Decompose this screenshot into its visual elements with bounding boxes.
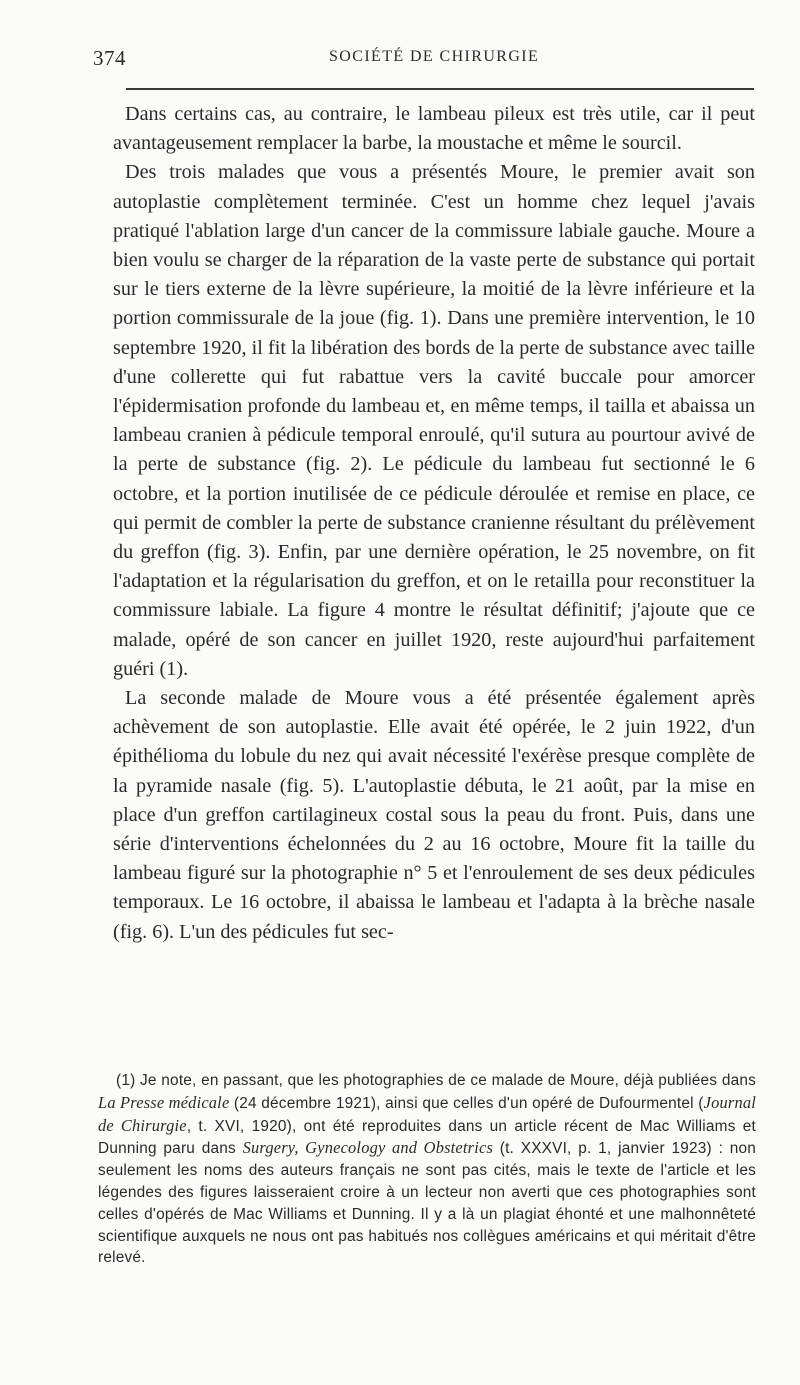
footnote-text-3: , t. XVI, 1920), ont été reproduites dans un article récent de Mac Williams et Dunning paru dans: [98, 1117, 756, 1158]
paragraph-3: La seconde malade de Moure vous a été présentée également après achèvement de son autoplastie. Elle avait été opérée, le 2 juin 1922, d'un épithélioma du lobule du nez qui avait nécessité l'exérèse presque complète de la pyramide nasale (fig. 5). L'autoplastie débuta, le 21 août, par la mise en place d'un greffon cartilagineux costal sous la peau du front. Puis, dans une série d'interventions échelonnées du 2 au 16 octobre, Moure fit la taille du lambeau figuré sur la photographie n° 5 et l'enroulement de ses deux pédicules temporaux. Le 16 octobre, il abaissa le lambeau et l'adapta à la brèche nasale (fig. 6). L'un des pédicules fut sec-: [113, 687, 755, 943]
page-number: 374: [93, 46, 126, 70]
paragraph-1: Dans certains cas, au contraire, le lambeau pileux est très utile, car il peut avantageusement remplacer la barbe, la moustache et même le sourcil.: [113, 103, 755, 155]
footnote-1: [98, 1070, 756, 1269]
footnotes: [98, 1070, 756, 1269]
footnote-journal-title-2: Journal de Chirurgie: [98, 1092, 756, 1135]
footnote-journal-title-1: La Presse médicale: [98, 1092, 230, 1112]
paragraph-2: Des trois malades que vous a présentés Moure, le premier avait son autoplastie complètement terminée. C'est un homme chez lequel j'avais pratiqué l'ablation large d'un cancer de la commissure labiale gauche. Moure a bien voulu se charger de la réparation de la vaste perte de substance qui portait sur le tiers externe de la lèvre supérieure, la moitié de la lèvre inférieure et la portion commissurale de la joue (fig. 1). Dans une première intervention, le 10 septembre 1920, il fit la libération des bords de la perte de substance avec taille d'une collerette qui fut rabattue vers la cavité buccale pour amorcer l'épidermisation profonde du lambeau et, en même temps, il tailla et abaissa un lambeau cranien à pédicule temporal enroulé, qu'il sutura au pourtour avivé de la perte de substance (fig. 2). Le pédicule du lambeau fut sectionné le 6 octobre, et la portion inutilisée de ce pédicule déroulée et remise en place, ce qui permit de combler la perte de substance cranienne résultant du prélèvement du greffon (fig. 3). Enfin, par une dernière opération, le 25 novembre, on fit l'adaptation et la régularisation du greffon, et on le retailla pour reconstituer la commissure labiale. La figure 4 montre le résultat définitif; j'ajoute que ce malade, opéré de son cancer en juillet 1920, reste aujourd'hui parfaitement guéri (1).: [113, 161, 755, 680]
page-header: [93, 44, 753, 74]
body-text: [113, 100, 755, 947]
footnote-text-4: (t. XXXVI, p. 1, janvier 1923) : non seulement les noms des auteurs français ne sont pas cités, mais le texte de l'article et les légendes des figures laisseraient croire à un lecteur non averti que ces photographies sont celles d'opérés de Mac Williams et Dunning. Il y a là un plagiat éhonté et une malhonnêteté scientifique auxquels ne nous ont pas habitués nos collègues américains et qui méritait d'être relevé.: [98, 1140, 757, 1267]
running-title: SOCIÉTÉ DE CHIRURGIE: [329, 48, 540, 65]
footnote-text-1: (1) Je note, en passant, que les photographies de ce malade de Moure, déjà publiées dans: [116, 1072, 756, 1089]
footnote-text-2: (24 décembre 1921), ainsi que celles d'un opéré de Dufourmentel (: [229, 1094, 704, 1112]
header-rule: [126, 88, 754, 90]
footnote-journal-title-3: Surgery, Gynecology and Obstetrics: [242, 1138, 494, 1158]
